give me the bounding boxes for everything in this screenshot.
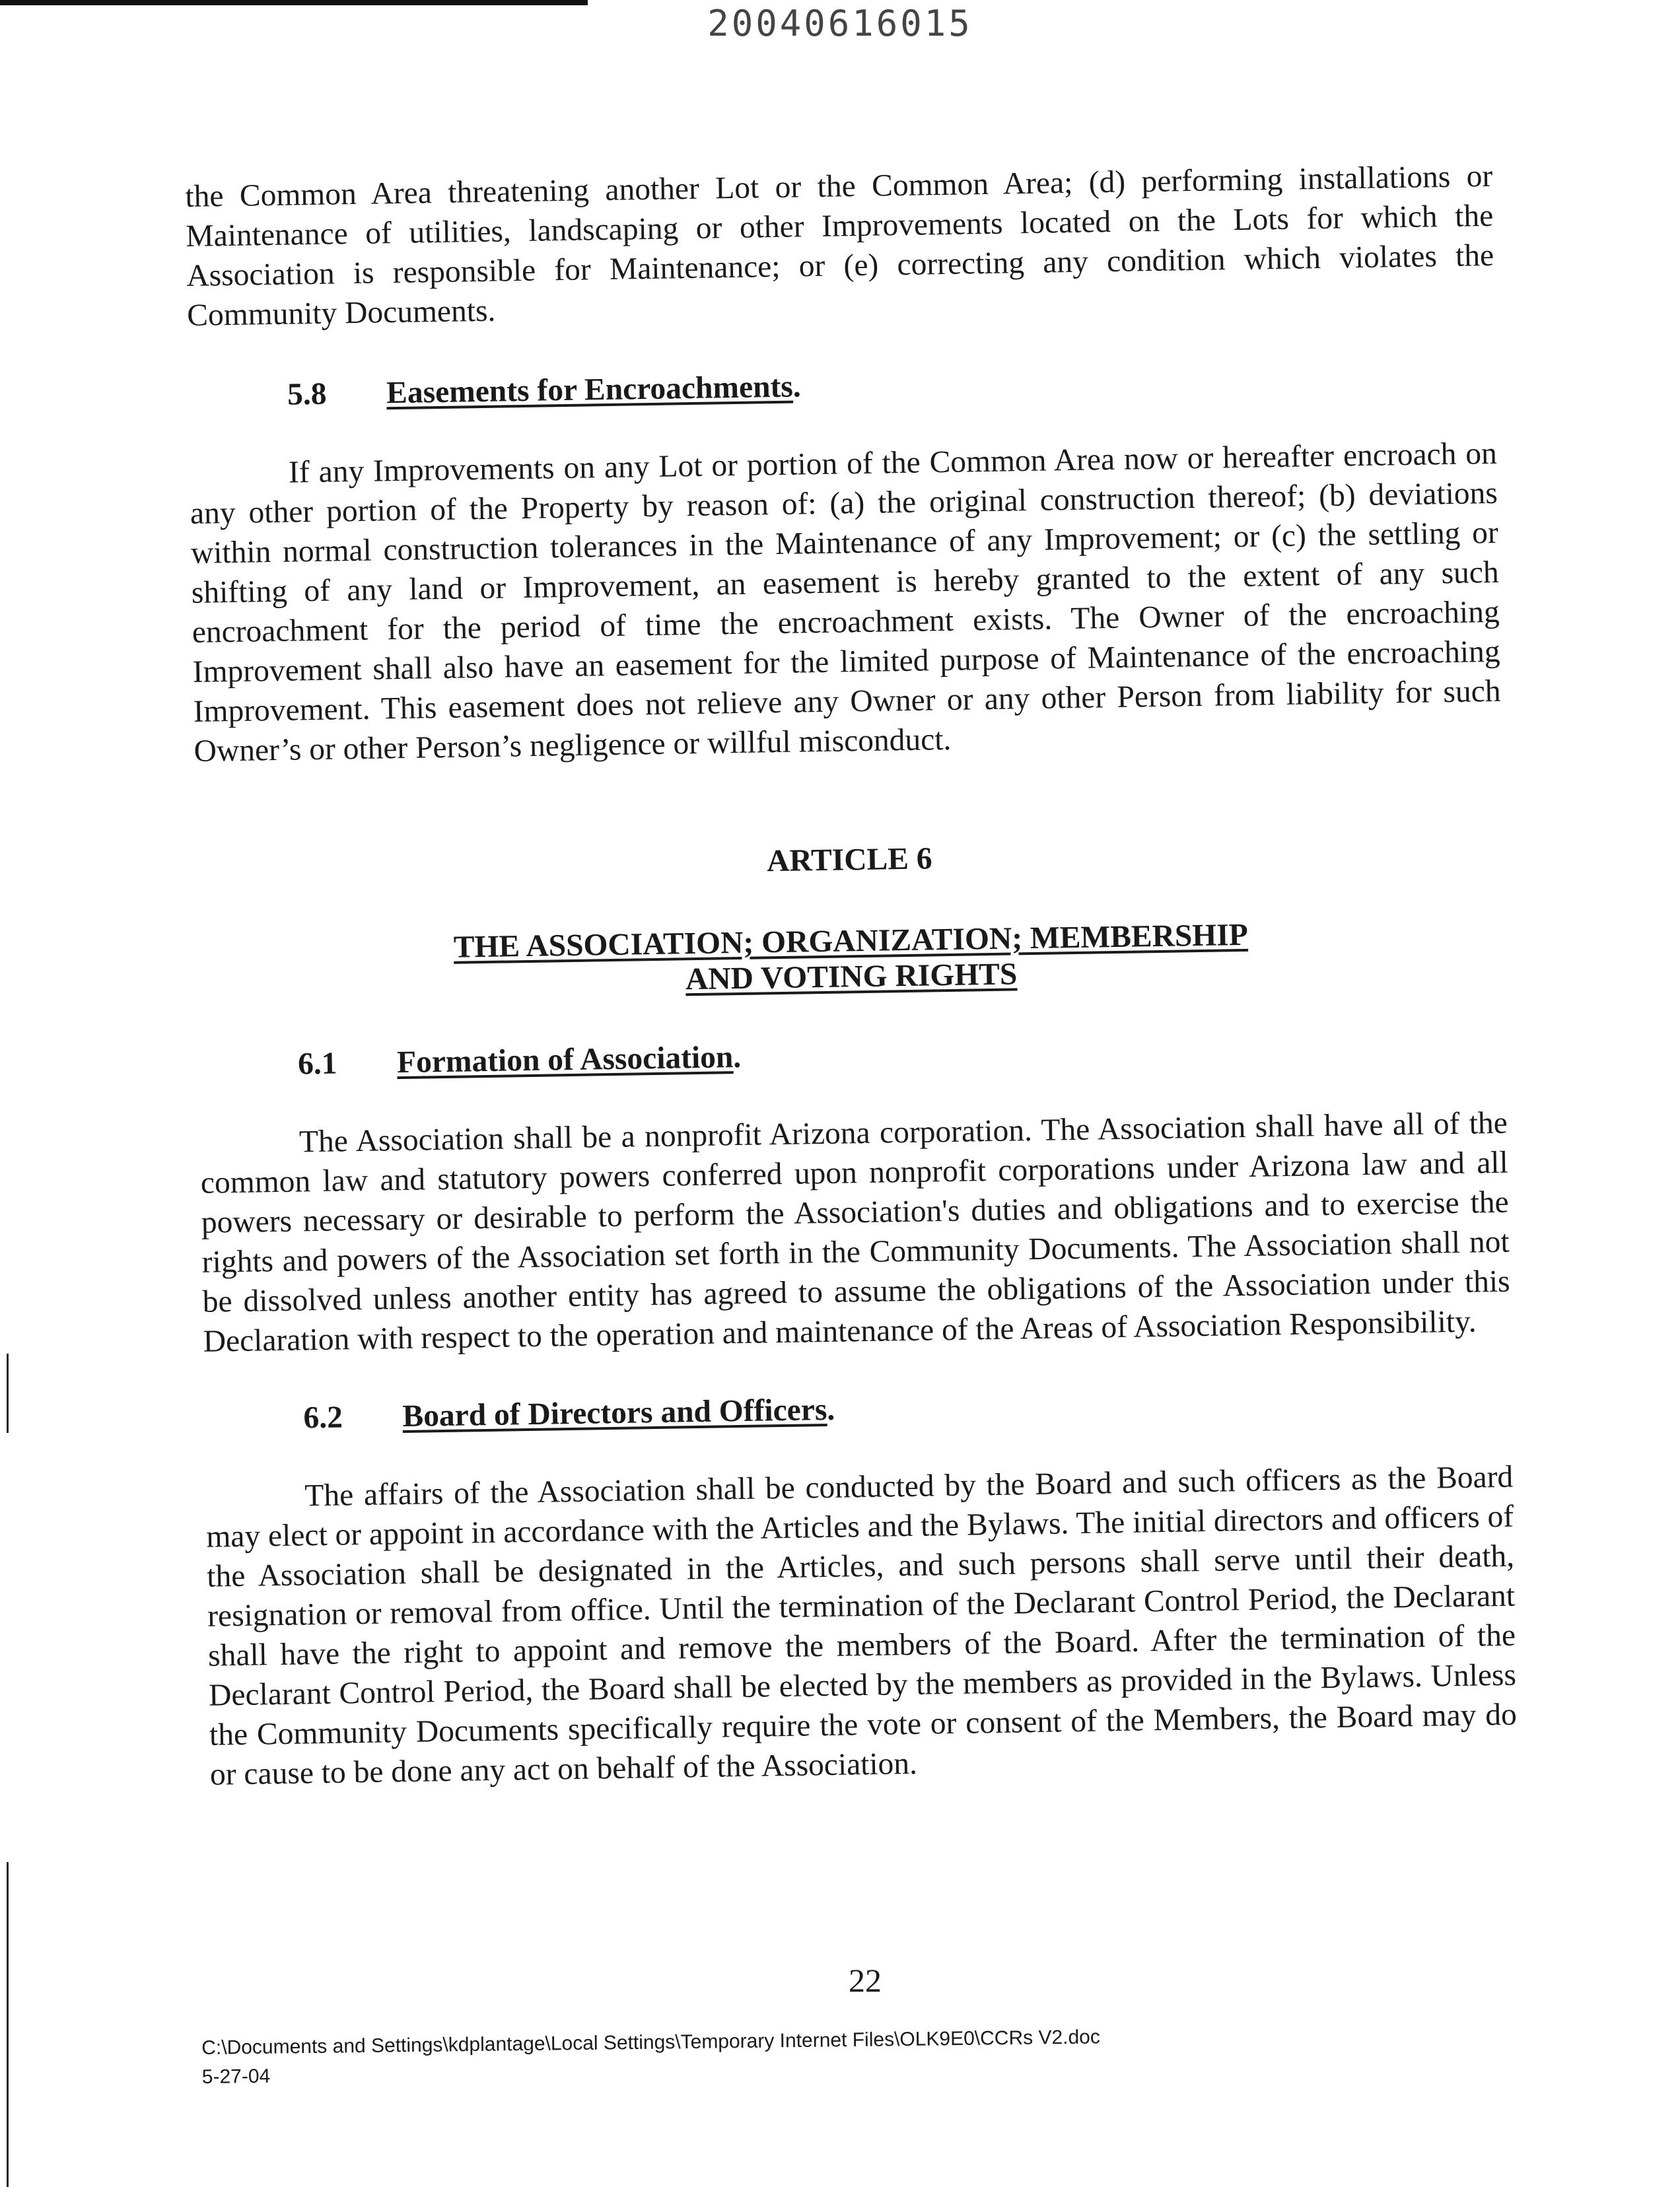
footer-file-info xyxy=(201,2023,1101,2092)
section-title: Board of Directors and Officers xyxy=(402,1392,827,1434)
document-body xyxy=(185,156,1518,1795)
article-title-line-1: THE ASSOCIATION; ORGANIZATION; MEMBERSHIP xyxy=(453,917,1249,965)
page-number: 22 xyxy=(849,1962,882,1999)
section-paragraph-6-2: The affairs of the Association shall be conducted by the Board and such officers as the Board may elect or appoint in accordance with the Articles and the Bylaws. The initial directors and officers of the Association shall be designated in the Articles, and such persons shall serve until their death, resignation or removal from office. Until the termination of the Declarant Control Period, the Declarant shall have the right to appoint and remove the members of the Board. After the termination of the Declarant Control Period, the Board shall be elected by the members as provided in the Bylaws. Unless the Community Documents specifically require the vote or consent of the Members, the Board may do or cause to be done any act on behalf of the Association. xyxy=(205,1459,1518,1792)
section-paragraph-6-1: The Association shall be a nonprofit Arizona corporation. The Association shall have all of the common law and statutory powers conferred upon nonprofit corporations under Arizona law and all powers necessary or desirable to perform the Association's duties and obligations and to exercise the rights and powers of the Association set forth in the Community Documents. The Association shall not be dissolved unless another entity has agreed to assume the obligations of the Association under this Declaration with respect to the operation and maintenance of the Areas of Association Responsibility. xyxy=(200,1105,1510,1359)
section-number: 6.2 xyxy=(303,1400,343,1436)
recording-number: 20040616015 xyxy=(707,3,973,44)
heading-period: . xyxy=(732,1039,742,1075)
article-number: ARTICLE 6 xyxy=(766,841,932,879)
footer-date: 5-27-04 xyxy=(201,2065,271,2088)
scan-left-rule xyxy=(7,1354,9,1433)
section-number: 6.1 xyxy=(297,1046,337,1082)
heading-period: . xyxy=(792,369,802,404)
section-title: Formation of Association xyxy=(396,1040,734,1080)
scan-left-rule xyxy=(7,1862,9,2187)
heading-period: . xyxy=(826,1392,835,1427)
section-paragraph-5-8: If any Improvements on any Lot or portion of the Common Area now or hereafter encroach on any other portion of the Property by reason of: (a) the original construction thereof; (b) deviations within normal construction tolerances in the Maintenance of any Improvement; or (c) the settling or shifting of any land or Improvement, an easement is hereby granted to the extent of any such encroachment for the period of time the encroachment exists. The Owner of the encroaching Improvement shall also have an easement for the limited purpose of Maintenance of the encroaching Improvement. This easement does not relieve any Owner or any other Person from liability for such Owner’s or other Person’s negligence or willful misconduct. xyxy=(190,436,1501,769)
section-title: Easements for Encroachments xyxy=(386,369,794,411)
article-title-line-2: AND VOTING RIGHTS xyxy=(685,957,1018,997)
footer-file-path: C:\Documents and Settings\kdplantage\Local Settings\Temporary Internet Files\OLK9E0\CCRs V2.doc xyxy=(201,2026,1101,2059)
continuation-paragraph: the Common Area threatening another Lot or the Common Area; (d) performing installations or Maintenance of utilities, landscaping or other Improvements located on the Lots for which the Association is responsible for Maintenance; or (e) correcting any condition which violates the Community Documents. xyxy=(185,158,1494,333)
section-number: 5.8 xyxy=(287,376,327,412)
